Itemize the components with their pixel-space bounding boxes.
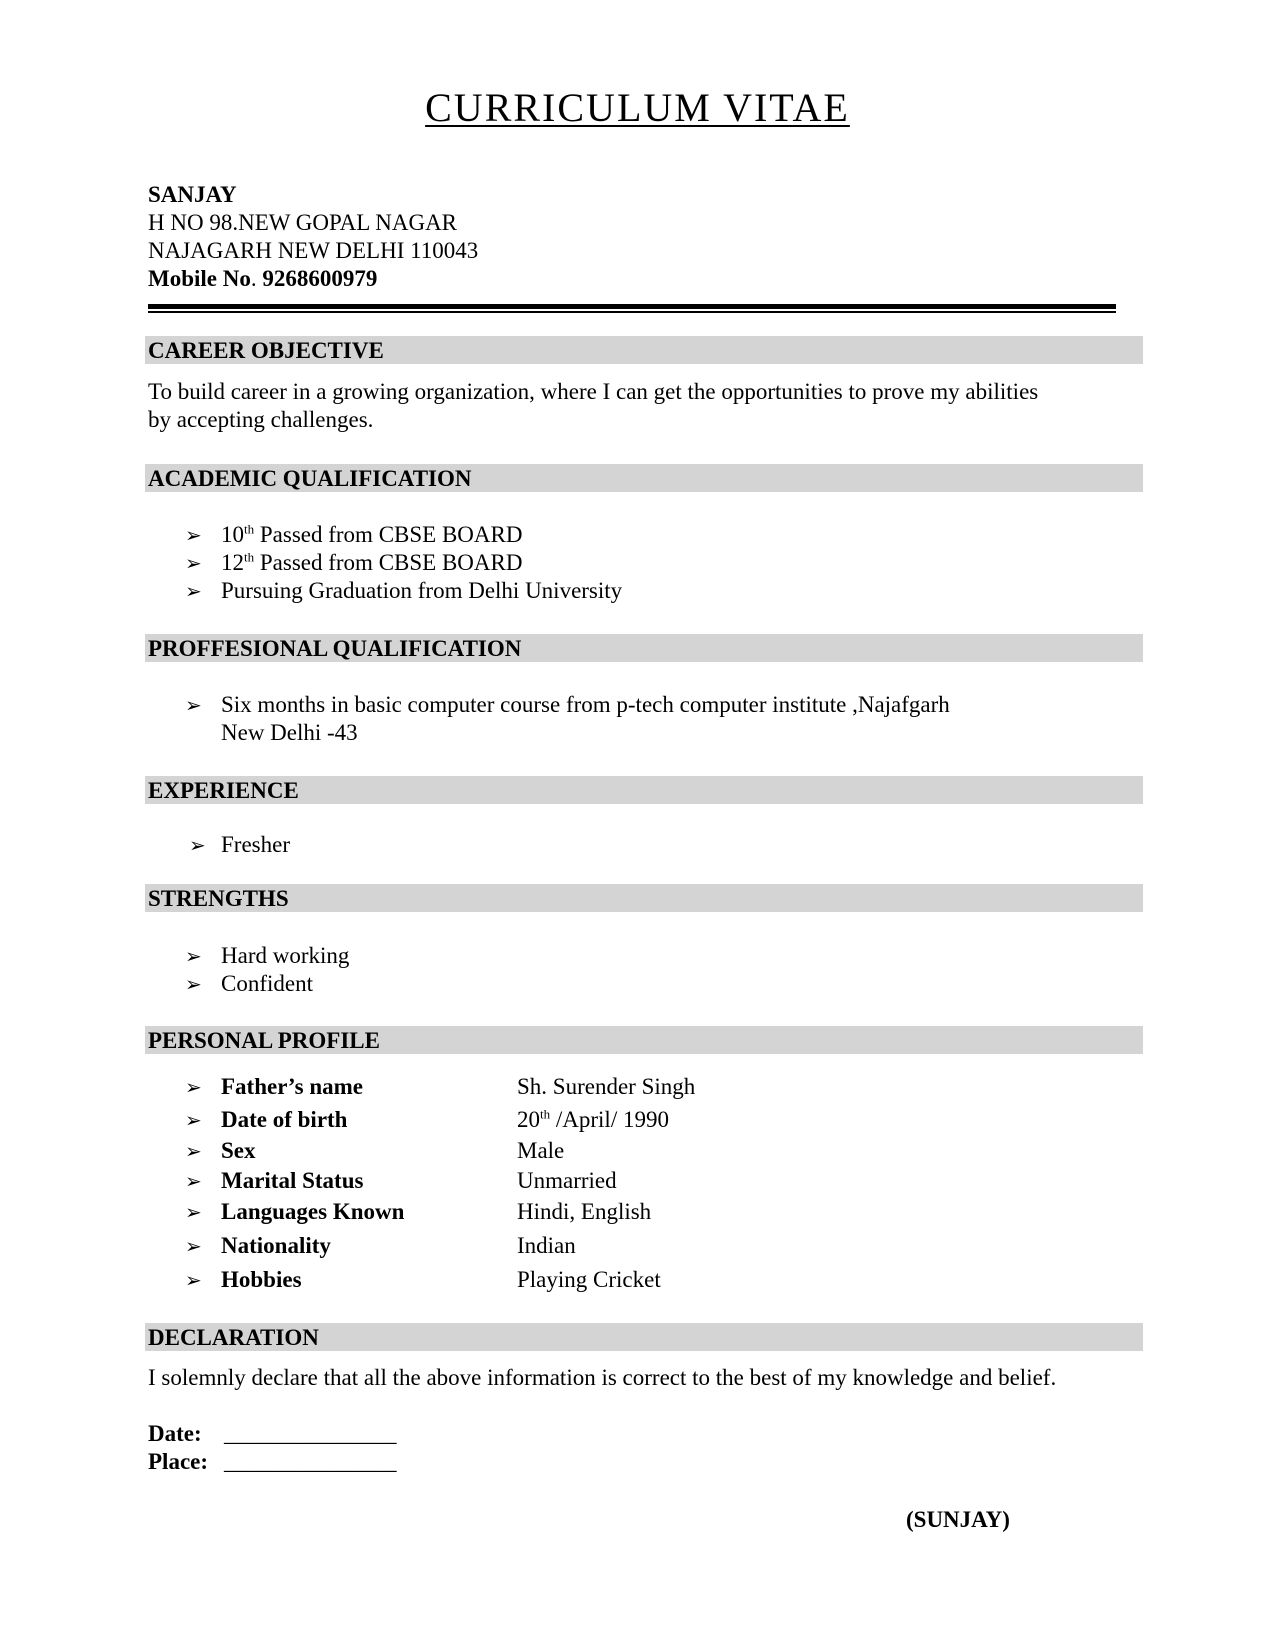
profile-label: Languages Known [221, 1199, 405, 1224]
bullet-arrow-icon: ➢ [185, 1236, 202, 1258]
profile-value: Unmarried [517, 1168, 617, 1193]
academic-item-text: 12th Passed from CBSE BOARD [221, 549, 523, 575]
career-objective-line-2: by accepting challenges. [148, 407, 374, 432]
bullet-arrow-icon: ➢ [185, 695, 202, 717]
bullet-arrow-icon: ➢ [185, 946, 202, 968]
section-personal-profile: PERSONAL PROFILE [145, 1026, 1143, 1054]
profile-value: Sh. Surender Singh [517, 1074, 696, 1099]
place-blank: _______________ [224, 1449, 397, 1474]
signature: (SUNJAY) [906, 1507, 1010, 1532]
section-declaration: DECLARATION [145, 1323, 1143, 1351]
profile-row [185, 1232, 576, 1261]
bullet-arrow-icon: ➢ [185, 1141, 202, 1163]
bullet-arrow-icon: ➢ [185, 1077, 202, 1099]
bullet-arrow-icon: ➢ [185, 974, 202, 996]
bullet-arrow-icon: ➢ [185, 1171, 202, 1193]
profile-row [185, 1266, 661, 1295]
declaration-text: I solemnly declare that all the above information is correct to the best of my knowledge and belief. [148, 1365, 1057, 1390]
address-line-1: H NO 98.NEW GOPAL NAGAR [148, 210, 458, 235]
academic-item [185, 549, 523, 578]
profile-row [185, 1106, 669, 1135]
profile-row [185, 1137, 565, 1166]
place-line [148, 1448, 397, 1476]
bullet-arrow-icon: ➢ [185, 1270, 202, 1292]
profile-row [185, 1167, 617, 1196]
experience-item [189, 831, 290, 860]
career-objective-line-1: To build career in a growing organization, where I can get the opportunities to prove my abilities [148, 379, 1039, 404]
bullet-arrow-icon: ➢ [185, 525, 202, 547]
date-blank: _______________ [224, 1421, 397, 1446]
profile-value: Indian [517, 1233, 576, 1258]
academic-item-text: 10th Passed from CBSE BOARD [221, 521, 523, 547]
academic-item-text: Pursuing Graduation from Delhi University [221, 578, 623, 603]
profile-row [185, 1073, 696, 1102]
profile-value: Hindi, English [517, 1199, 652, 1224]
profile-value: Male [517, 1138, 565, 1163]
professional-item-line-1: Six months in basic computer course from p-tech computer institute ,Najafgarh [221, 692, 950, 717]
academic-item [185, 577, 623, 606]
date-line [148, 1420, 397, 1448]
profile-label: Date of birth [221, 1107, 348, 1132]
profile-label: Marital Status [221, 1168, 364, 1193]
place-label: Place: [148, 1449, 209, 1474]
strength-item [185, 970, 313, 999]
mobile-label: Mobile No [148, 266, 251, 291]
bullet-arrow-icon: ➢ [185, 1202, 202, 1224]
strength-item [185, 942, 350, 971]
experience-item-text: Fresher [221, 832, 290, 857]
academic-item [185, 521, 523, 550]
strength-item-text: Hard working [221, 943, 350, 968]
date-label: Date: [148, 1421, 202, 1446]
profile-label: Sex [221, 1138, 256, 1163]
professional-item-line-2: New Delhi -43 [221, 720, 358, 745]
section-experience: EXPERIENCE [145, 776, 1143, 804]
profile-value: 20th /April/ 1990 [517, 1106, 669, 1132]
bullet-arrow-icon: ➢ [185, 581, 202, 603]
bullet-arrow-icon: ➢ [185, 553, 202, 575]
profile-label: Nationality [221, 1233, 331, 1258]
bullet-arrow-icon: ➢ [185, 1110, 202, 1132]
profile-label: Hobbies [221, 1267, 302, 1292]
header-rule-thick [148, 304, 1116, 309]
bullet-arrow-icon: ➢ [189, 835, 206, 857]
mobile-separator: . [250, 266, 257, 291]
professional-item [185, 691, 950, 720]
mobile-number: 9268600979 [262, 266, 378, 291]
applicant-name: SANJAY [148, 182, 237, 207]
section-academic-qualification: ACADEMIC QUALIFICATION [145, 464, 1143, 492]
section-professional-qualification: PROFFESIONAL QUALIFICATION [145, 634, 1143, 662]
address-line-2: NAJAGARH NEW DELHI 110043 [148, 238, 479, 263]
section-strengths: STRENGTHS [145, 884, 1143, 912]
section-career-objective: CAREER OBJECTIVE [145, 336, 1143, 364]
document-title: CURRICULUM VITAE [425, 85, 850, 130]
profile-label: Father’s name [221, 1074, 363, 1099]
mobile-line [148, 265, 377, 293]
header-rule-thin [148, 311, 1116, 313]
profile-value: Playing Cricket [517, 1267, 661, 1292]
strength-item-text: Confident [221, 971, 313, 996]
profile-row [185, 1198, 652, 1227]
